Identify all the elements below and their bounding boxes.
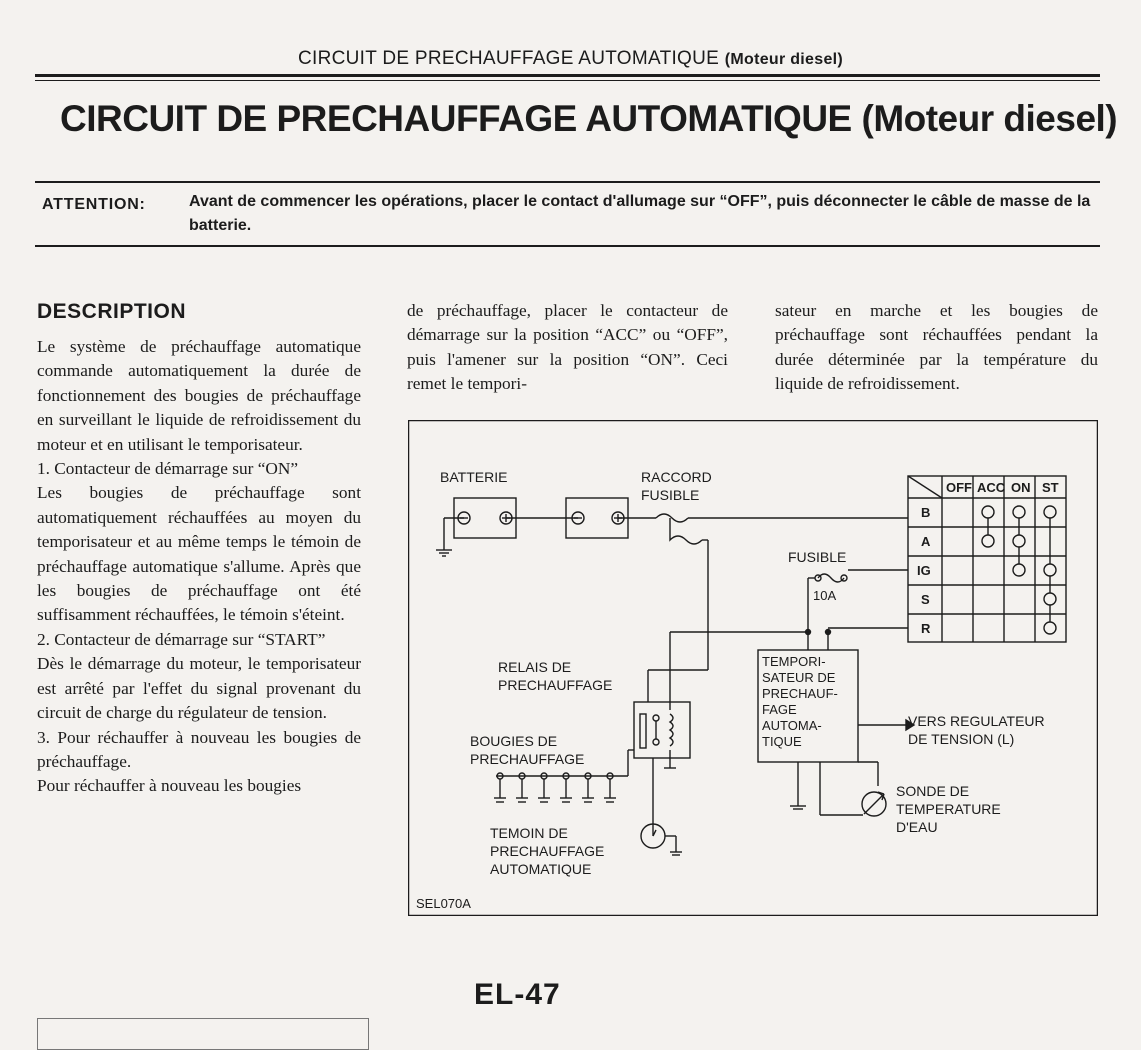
ignition-switch-table — [908, 476, 1066, 642]
paragraph: Dès le démarrage du moteur, le temporisateur est arrêté par l'effet du signal provenant du circuit de charge du régulateur de tension. — [37, 654, 361, 723]
column-3 — [775, 299, 1098, 397]
label-timer-4: FAGE — [762, 702, 797, 717]
fusible-link-icon — [656, 514, 908, 650]
label-timer-5: AUTOMA- — [762, 718, 822, 733]
attention-rule-top — [35, 181, 1100, 183]
column-2 — [407, 299, 728, 397]
switch-col-off: OFF — [946, 480, 972, 495]
switch-col-on: ON — [1011, 480, 1031, 495]
running-header-title: CIRCUIT DE PRECHAUFFAGE AUTOMATIQUE — [297, 48, 720, 69]
switch-row-b: B — [921, 505, 931, 520]
label-temoin-1: TEMOIN DE — [490, 825, 568, 841]
label-temoin-2: PRECHAUFFAGE — [490, 843, 605, 859]
switch-row-r: R — [921, 621, 931, 636]
paragraph: de préchauffage, placer le contacteur de démarrage sur la position “ACC” ou “OFF”, puis l'amener sur la position “ON”. Ceci remet le tempori- — [407, 301, 728, 394]
switch-row-a: A — [921, 534, 931, 549]
label-raccord-2: FUSIBLE — [641, 487, 700, 503]
column-1 — [37, 335, 361, 799]
attention-text: Avant de commencer les opérations, placer le contact d'allumage sur “OFF”, puis déconnecter le câble de masse de la batterie. — [189, 193, 1091, 234]
label-relais-2: PRECHAUFFAGE — [498, 677, 613, 693]
label-temoin-3: AUTOMATIQUE — [490, 861, 592, 877]
wiring-diagram — [408, 420, 1098, 916]
switch-row-s: S — [921, 592, 930, 607]
attention-label: ATTENTION: — [42, 196, 146, 213]
figure-code: SEL070A — [416, 896, 471, 911]
paragraph: Le système de préchauffage automatique commande automatiquement la durée de fonctionnement des bougies de préchauffage en surveillant le liquide de refroidissement du moteur et en utilisant le temporisateur. — [37, 337, 361, 454]
header-rule — [35, 74, 1100, 77]
list-item: 1. Contacteur de démarrage sur “ON” — [37, 459, 299, 479]
list-item: 3. Pour réchauffer à nouveau les bougies de préchauffage. — [37, 727, 361, 771]
warning-lamp-icon — [641, 758, 682, 855]
paragraph: Pour réchauffer à nouveau les bougies — [37, 776, 302, 796]
paragraph: Les bougies de préchauffage sont automatiquement réchauffées au moyen du temporisateur et au même temps le témoin de préchauffage automatique s'allume. Après que les bougies de préchauffage ont été suffisamment réchauffées, le témoin s'éteint. — [37, 483, 361, 625]
label-relais-1: RELAIS DE — [498, 659, 572, 675]
label-fusible-rating: 10A — [813, 588, 837, 603]
label-timer-6: TIQUE — [762, 734, 802, 749]
temperature-sensor-icon — [862, 792, 886, 816]
running-header-subtitle: (Moteur diesel) — [724, 51, 844, 68]
label-sonde-2: TEMPERATURE — [896, 801, 1001, 817]
switch-row-ig: IG — [917, 563, 931, 578]
label-bougies-1: BOUGIES DE — [470, 733, 558, 749]
label-sonde-3: D'EAU — [896, 819, 938, 835]
label-bougies-2: PRECHAUFFAGE — [470, 751, 585, 767]
label-timer-2: SATEUR DE — [762, 670, 836, 685]
label-regulator-1: VERS REGULATEUR — [908, 713, 1045, 729]
page-title: CIRCUIT DE PRECHAUFFAGE AUTOMATIQUE (Moteur diesel) — [60, 98, 1118, 139]
switch-col-acc: ACC — [977, 480, 1006, 495]
paragraph: sateur en marche et les bougies de préchauffage sont réchauffées pendant la durée déterminée par la température du liquide de refroidissement. — [775, 301, 1098, 394]
list-item: 2. Contacteur de démarrage sur “START” — [37, 629, 326, 649]
label-raccord: RACCORD — [641, 469, 712, 485]
switch-col-st: ST — [1042, 480, 1059, 495]
label-timer-3: PRECHAUF- — [762, 686, 838, 701]
page-number: EL-47 — [474, 978, 561, 1011]
label-sonde-1: SONDE DE — [896, 783, 970, 799]
attention-rule-bottom — [35, 245, 1100, 247]
relay-icon — [634, 670, 708, 768]
label-batterie: BATTERIE — [440, 469, 508, 485]
bottom-box — [37, 1018, 369, 1050]
label-timer-1: TEMPORI- — [762, 654, 826, 669]
label-fusible: FUSIBLE — [788, 549, 847, 565]
running-header — [0, 48, 1141, 70]
battery-icon — [436, 498, 656, 556]
label-regulator-2: DE TENSION (L) — [908, 731, 1015, 747]
header-rule-thin — [35, 80, 1100, 81]
section-title: DESCRIPTION — [37, 300, 187, 323]
